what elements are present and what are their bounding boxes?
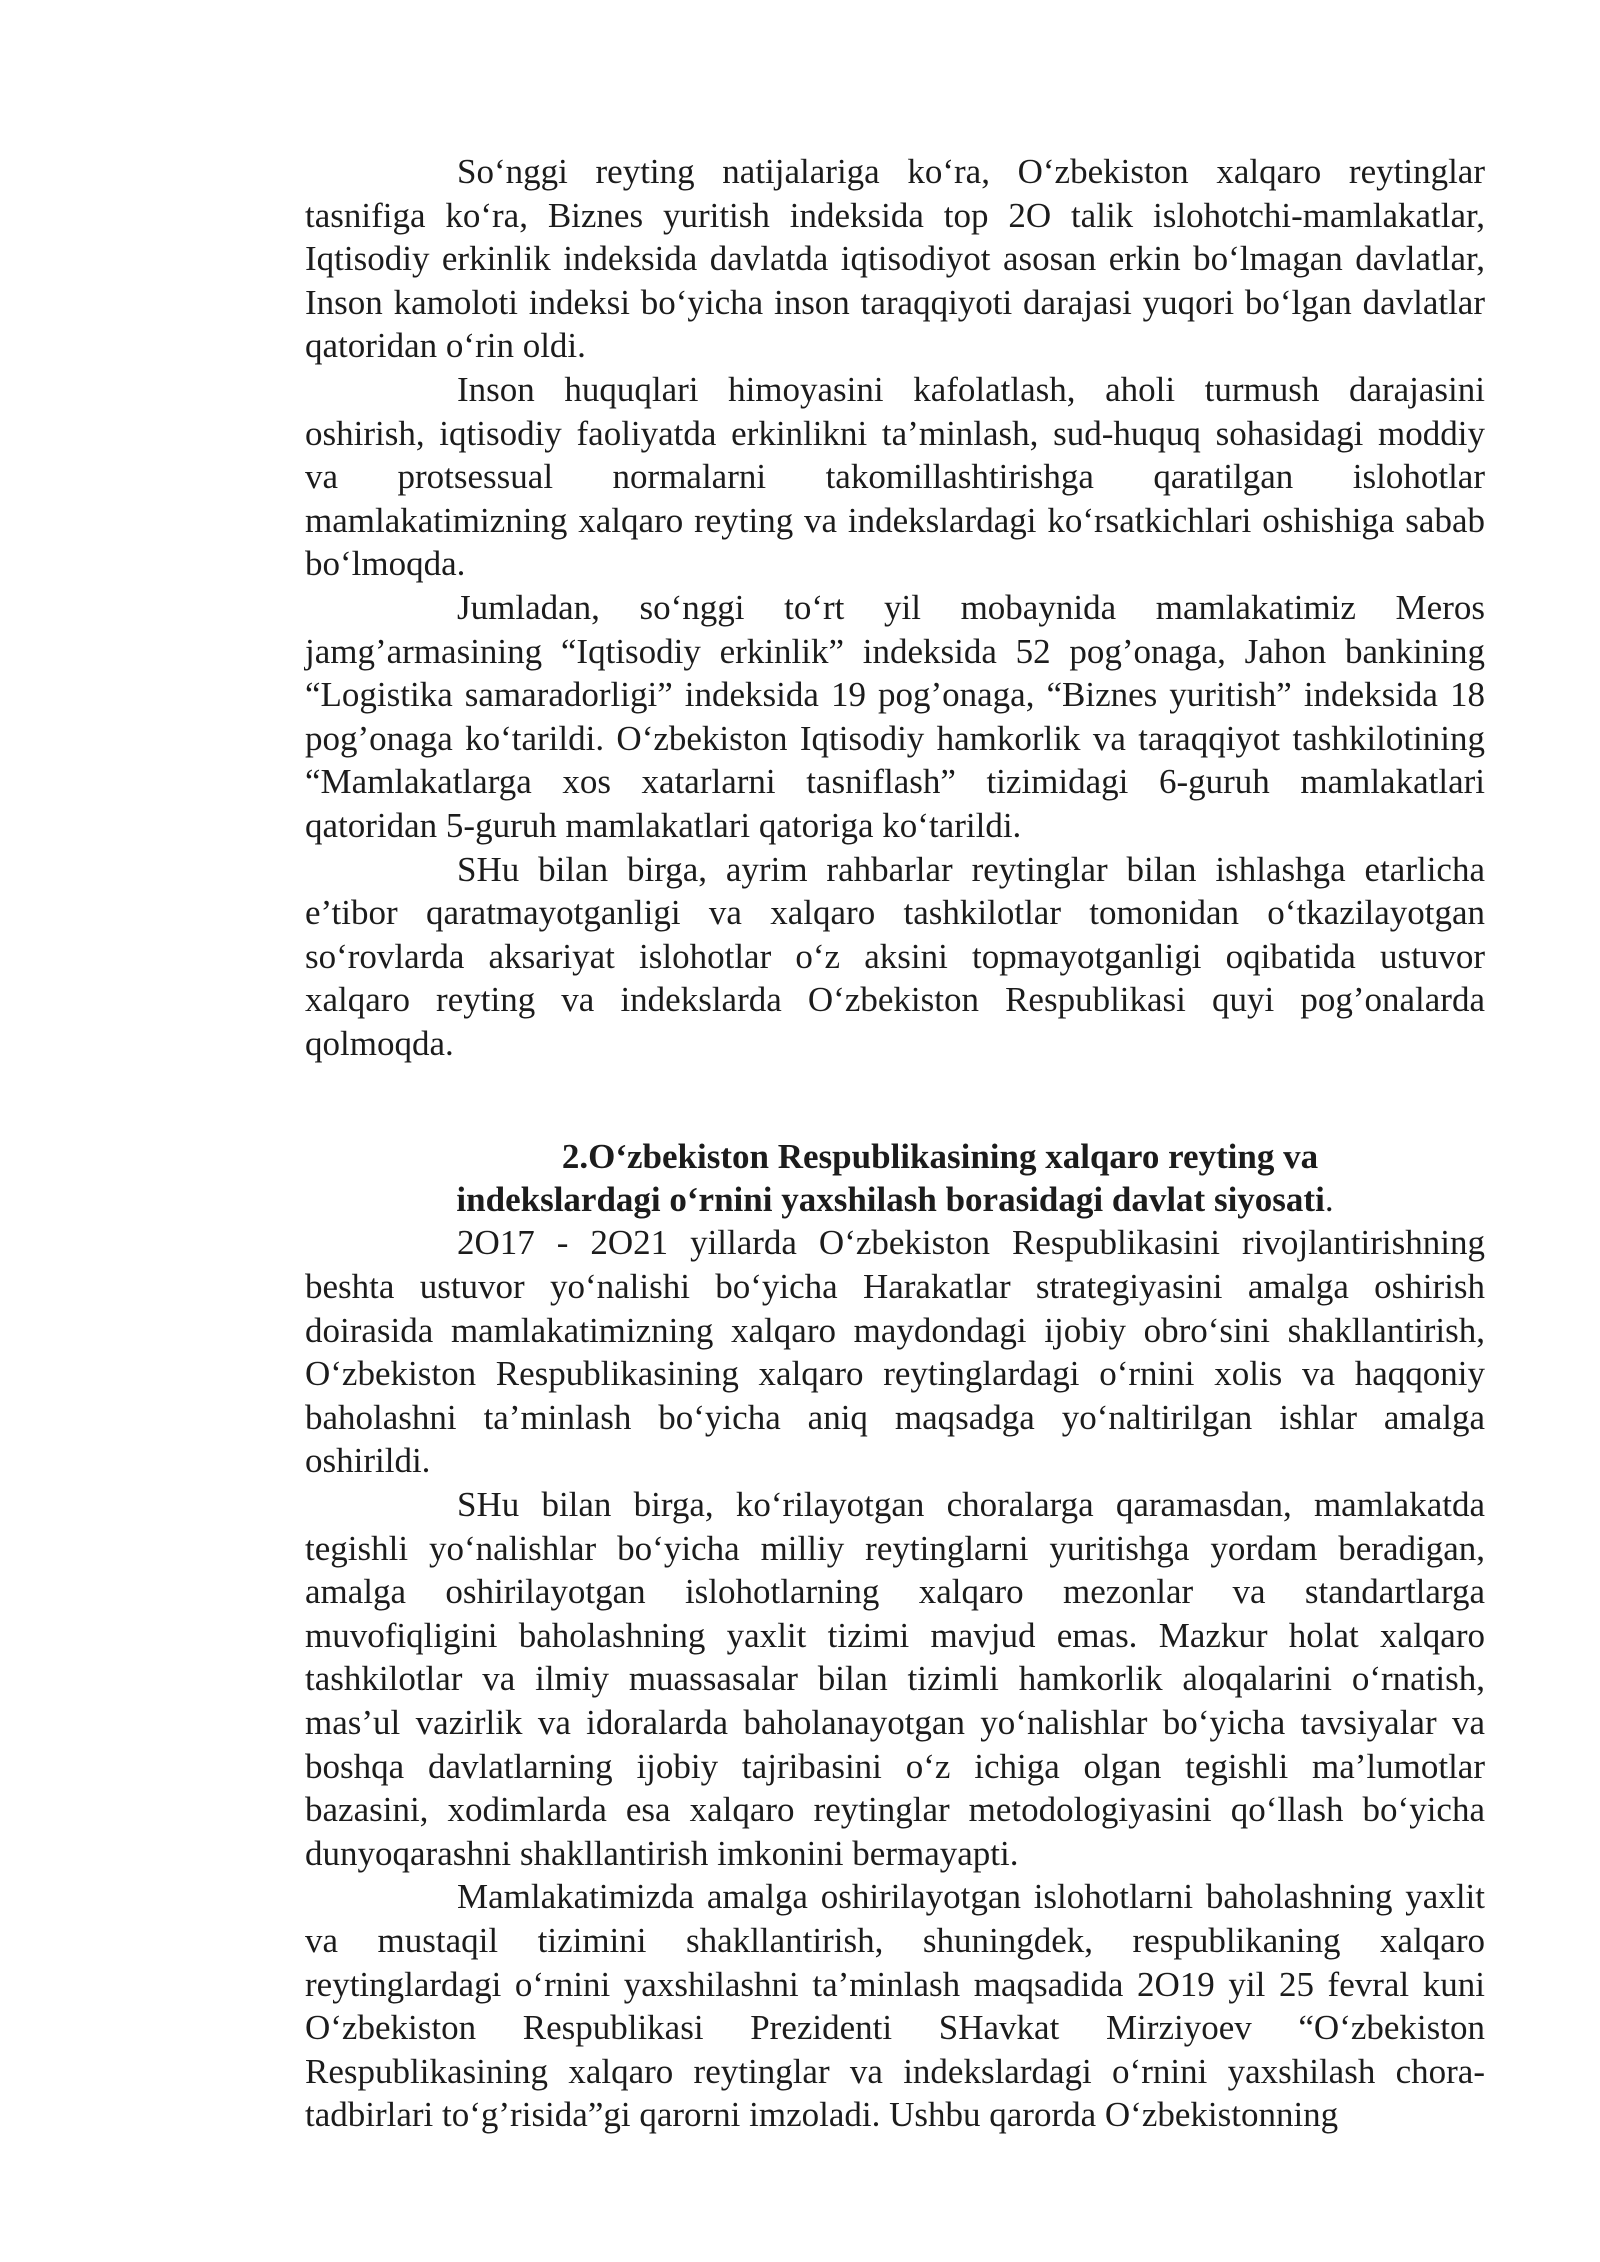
document-page [305, 150, 1485, 2137]
section-heading [305, 1135, 1485, 1221]
paragraph-presidential-decree: Mamlakatimizda amalga oshirilayotgan islohotlarni baholashning yaxlit va mustaqil tizimini shakllantirish, shuningdek, respublikaning xalqaro reytinglardagi o‘rnini yaxshilashni ta’minlash maqsadida 2O19 yil 25 fevral kuni O‘zbekiston Respublikasi Prezidenti SHavkat Mirziyoev “O‘zbekiston Respublikasining xalqaro reytinglar va indekslardagi o‘rnini yaxshilash chora-tadbirlari to‘g’risida”gi qarorni imzoladi. Ushbu qarorda O‘zbekistonning [305, 1877, 1485, 2135]
section-heading-period: . [1324, 1180, 1334, 1220]
paragraph-lower-positions: SHu bilan birga, ayrim rahbarlar reytinglar bilan ishlashga etarlicha e’tibor qaratmayotganligi va xalqaro tashkilotlar tomonidan o‘tkazilayotgan so‘rovlarda aksariyat islohotlar o‘z aksini topmayotganligi oqibatida ustuvor xalqaro reyting va indekslarda O‘zbekiston Respublikasi quyi pog’onalarda qolmoqda. [305, 849, 1485, 1063]
section-heading-line-1: 2.O‘zbekiston Respublikasining xalqaro reyting va [561, 1137, 1319, 1177]
paragraph-rating-results: So‘nggi reyting natijalariga ko‘ra, O‘zbekiston xalqaro reytinglar tasnifiga ko‘ra, Biznes yuritish indeksida top 2O talik islohotchi-mamlakatlar, Iqtisodiy erkinlik indeksida davlatda iqtisodiyot asosan erkin bo‘lmagan davlatlar, Inson kamoloti indeksi bo‘yicha inson taraqqiyoti darajasi yuqori bo‘lgan davlatlar qatoridan o‘rin oldi. [305, 152, 1485, 366]
paragraph-reforms: Inson huquqlari himoyasini kafolatlash, aholi turmush darajasini oshirish, iqtisodiy faoliyatda erkinlikni ta’minlash, sud-huquq sohasidagi moddiy va protsessual normalarni takomillashtirishga qaratilgan islohotlar mamlakatimizning xalqaro reyting va indekslardagi ko‘rsatkichlari oshishiga sabab bo‘lmoqda. [305, 369, 1485, 584]
section-heading-line-2-text: indekslardagi o‘rnini yaxshilash borasidagi davlat siyosati [456, 1180, 1325, 1220]
paragraph-strategy: 2O17 - 2O21 yillarda O‘zbekiston Respublikasini rivojlantirishning beshta ustuvor yo‘nalishi bo‘yicha Harakatlar strategiyasini amalga oshirish doirasida mamlakatimizning xalqaro maydondagi ijobiy obro‘sini shakllantirish, O‘zbekiston Respublikasining xalqaro reytinglardagi o‘rnini xolis va haqqoniy baholashni ta’minlash bo‘yicha aniq maqsadga yo‘naltirilgan ishlar amalga oshirildi. [305, 1223, 1485, 1481]
paragraph-no-system: SHu bilan birga, ko‘rilayotgan choralarga qaramasdan, mamlakatda tegishli yo‘nalishlar bo‘yicha milliy reytinglarni yuritishga yordam beradigan, amalga oshirilayotgan islohotlarning xalqaro mezonlar va standartlarga muvofiqligini baholashning yaxlit tizimi mavjud emas. Mazkur holat xalqaro tashkilotlar va ilmiy muassasalar bilan tizimli hamkorlik aloqalarini o‘rnatish, mas’ul vazirlik va idoralarda baholanayotgan yo‘nalishlar bo‘yicha tavsiyalar va boshqa davlatlarning ijobiy tajribasini o‘z ichiga olgan tegishli ma’lumotlar bazasini, xodimlarda esa xalqaro reytinglar metodologiyasini qo‘llash bo‘yicha dunyoqarashni shakllantirish imkonini bermayapti. [305, 1485, 1485, 1873]
paragraph-rankings-growth: Jumladan, so‘nggi to‘rt yil mobaynida mamlakatimiz Meros jamg’armasining “Iqtisodiy erkinlik” indeksida 52 pog’onaga, Jahon bankining “Logistika samaradorligi” indeksida 19 pog’onaga, “Biznes yuritish” indeksida 18 pog’onaga ko‘tarildi. O‘zbekiston Iqtisodiy hamkorlik va taraqqiyot tashkilotining “Mamlakatlarga xos xatarlarni tasniflash” tizimidagi 6-guruh mamlakatlari qatoridan 5-guruh mamlakatlari qatoriga ko‘tarildi. [305, 587, 1485, 845]
section-heading-line-2 [305, 1178, 1485, 1221]
